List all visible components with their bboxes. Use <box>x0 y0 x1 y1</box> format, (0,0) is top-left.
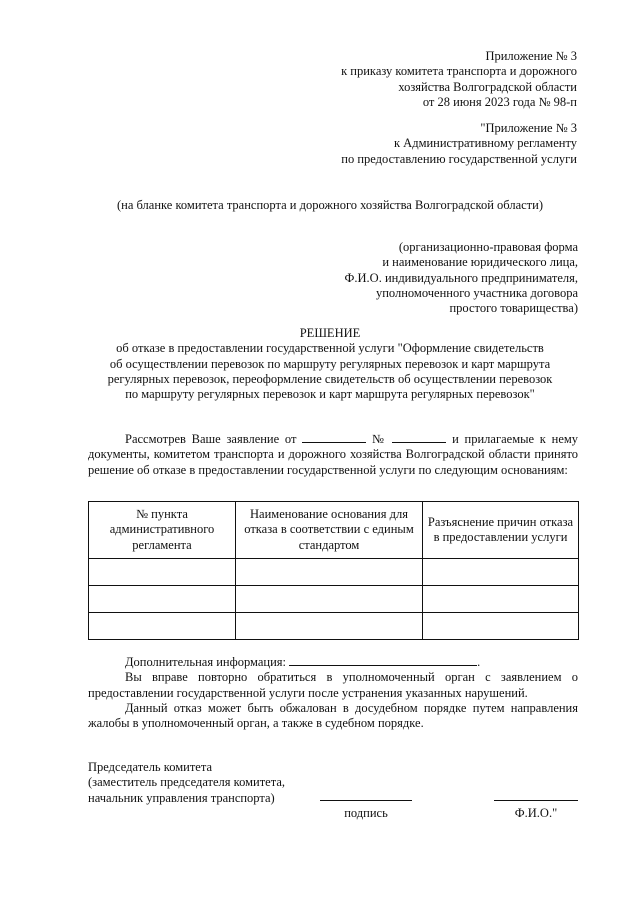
additional-info <box>88 655 578 731</box>
table-cell <box>423 613 579 640</box>
table-row <box>89 613 579 640</box>
table-cell <box>423 559 579 586</box>
addressee-line: (организационно-правовая форма <box>398 240 578 254</box>
table-header: Разъяснение причин отказа в предоставлении услуги <box>423 502 579 559</box>
table-header-row <box>89 502 579 559</box>
additional-info-suffix: . <box>477 655 481 669</box>
addressee-line: и наименование юридического лица, <box>382 255 578 270</box>
reapply-paragraph: Вы вправе повторно обратиться в уполномоченный орган с заявлением о предоставлении государственной услуги после устранения указанных нарушений. <box>88 670 578 700</box>
regulation-line: "Приложение № 3 <box>480 121 577 135</box>
name-line <box>494 800 578 801</box>
decision-title <box>60 326 600 402</box>
table-header: № пункта административного регламента <box>89 502 236 559</box>
additional-info-label: Дополнительная информация: <box>125 655 286 669</box>
table-cell <box>423 586 579 613</box>
decision-subtitle-line: об осуществлении перевозок по маршруту регулярных перевозок и карт маршрута <box>109 356 551 371</box>
table-row <box>89 559 579 586</box>
additional-info-blank <box>289 655 477 666</box>
table-cell <box>236 559 423 586</box>
appendix-line: к приказу комитета транспорта и дорожного <box>341 64 577 79</box>
regulation-line: по предоставлению государственной услуги <box>341 151 577 166</box>
appeal-paragraph: Данный отказ может быть обжалован в досудебном порядке путем направления жалобы в уполномоченный орган, а также в судебном порядке. <box>88 700 578 730</box>
letterhead-note: (на бланке комитета транспорта и дорожного хозяйства Волгоградской области) <box>116 198 543 212</box>
regulation-header <box>300 121 577 167</box>
signatory-line: Председатель комитета <box>88 760 212 774</box>
table-cell <box>236 586 423 613</box>
table-cell <box>89 559 236 586</box>
body-text: № <box>372 432 387 446</box>
addressee-line: Ф.И.О. индивидуального предпринимателя, <box>344 270 578 285</box>
additional-info-line <box>88 655 578 670</box>
decision-heading: РЕШЕНИЕ <box>299 326 361 340</box>
appendix-line: Приложение № 3 <box>485 49 577 63</box>
addressee-line: уполномоченного участника договора <box>375 285 578 300</box>
table-cell <box>89 586 236 613</box>
addressee-line: простого товарищества) <box>449 301 578 315</box>
name-caption: Ф.И.О." <box>514 806 558 820</box>
decision-paragraph <box>88 432 578 478</box>
appendix-line: хозяйства Волгоградской области <box>398 79 577 94</box>
signatory-block <box>88 760 338 806</box>
table-cell <box>236 613 423 640</box>
decision-subtitle-line: регулярных перевозок, переоформление свидетельств об осуществлении перевозок <box>107 371 553 386</box>
body-text: и прилагаемые к нему документы, комитетом транспорта и дорожного хозяйства Волгоградской области принято решение об отказе в предоставлении государственной услуги по следующим основаниям: <box>88 432 579 477</box>
table-row <box>89 586 579 613</box>
signatory-line: начальник управления транспорта) <box>88 790 275 805</box>
table-cell <box>89 613 236 640</box>
appendix-line: от 28 июня 2023 года № 98-п <box>422 94 577 109</box>
table-header: Наименование основания для отказа в соответствии с единым стандартом <box>236 502 423 559</box>
decision-subtitle-line: об отказе в предоставлении государственной услуги "Оформление свидетельств <box>116 341 544 356</box>
body-text: Рассмотрев Ваше заявление от <box>125 432 297 446</box>
date-blank <box>302 432 366 443</box>
addressee-block <box>290 240 578 316</box>
regulation-line: к Административному регламенту <box>393 136 577 151</box>
appendix-header <box>300 49 577 110</box>
number-blank <box>392 432 446 443</box>
decision-subtitle-line: по маршруту регулярных перевозок и карт маршрута регулярных перевозок" <box>125 387 535 401</box>
signature-line <box>320 800 412 801</box>
signature-caption: подпись <box>344 806 388 820</box>
decision-body <box>88 432 578 478</box>
signatory-line: (заместитель председателя комитета, <box>88 775 286 790</box>
refusal-grounds-table <box>88 501 579 640</box>
